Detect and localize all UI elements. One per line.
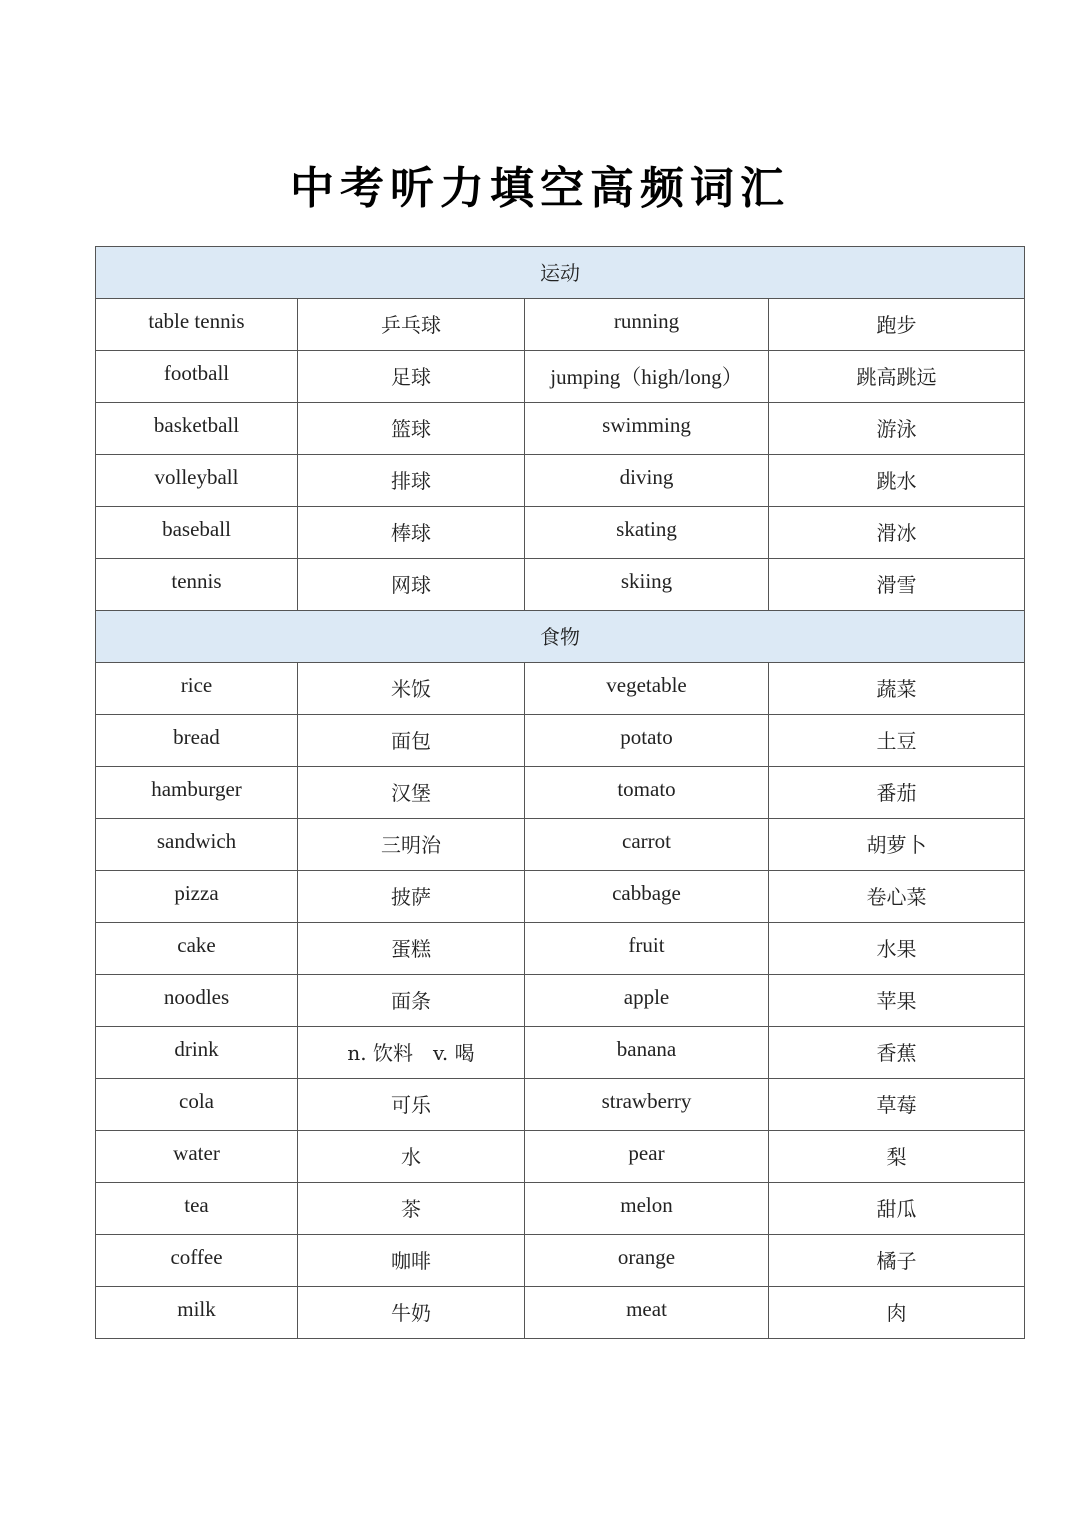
- english-word-cell: banana: [525, 1027, 769, 1079]
- english-word-cell: diving: [525, 455, 769, 507]
- chinese-meaning-cell: 游泳: [769, 403, 1025, 455]
- table-row: [96, 559, 1025, 611]
- english-word-cell: swimming: [525, 403, 769, 455]
- table-row: [96, 351, 1025, 403]
- table-row: [96, 923, 1025, 975]
- table-row: [96, 1079, 1025, 1131]
- chinese-meaning-cell: 苹果: [769, 975, 1025, 1027]
- table-row: [96, 455, 1025, 507]
- chinese-meaning-cell: 面包: [298, 715, 525, 767]
- chinese-meaning-cell: 披萨: [298, 871, 525, 923]
- english-word-cell: running: [525, 299, 769, 351]
- chinese-meaning-cell: 米饭: [298, 663, 525, 715]
- english-word-cell: skating: [525, 507, 769, 559]
- chinese-meaning-cell: 滑冰: [769, 507, 1025, 559]
- english-word-cell: baseball: [96, 507, 298, 559]
- chinese-meaning-cell: 咖啡: [298, 1235, 525, 1287]
- chinese-meaning-cell: 水: [298, 1131, 525, 1183]
- chinese-meaning-cell: 橘子: [769, 1235, 1025, 1287]
- chinese-meaning-cell: 乒乓球: [298, 299, 525, 351]
- table-row: [96, 663, 1025, 715]
- english-word-cell: volleyball: [96, 455, 298, 507]
- english-word-cell: jumping（high/long）: [525, 351, 769, 403]
- chinese-meaning-cell: 汉堡: [298, 767, 525, 819]
- chinese-meaning-cell: 香蕉: [769, 1027, 1025, 1079]
- english-word-cell: meat: [525, 1287, 769, 1339]
- english-word-cell: tomato: [525, 767, 769, 819]
- page-title: 中考听力填空高频词汇: [290, 163, 790, 214]
- english-word-cell: football: [96, 351, 298, 403]
- english-word-cell: vegetable: [525, 663, 769, 715]
- english-word-cell: rice: [96, 663, 298, 715]
- english-word-cell: coffee: [96, 1235, 298, 1287]
- chinese-meaning-cell: 网球: [298, 559, 525, 611]
- table-row: [96, 819, 1025, 871]
- chinese-meaning-cell: 足球: [298, 351, 525, 403]
- table-row: [96, 299, 1025, 351]
- english-word-cell: water: [96, 1131, 298, 1183]
- english-word-cell: hamburger: [96, 767, 298, 819]
- section-header: 食物: [96, 611, 1025, 663]
- vocabulary-table-body: [96, 247, 1025, 1339]
- chinese-meaning-cell: 蔬菜: [769, 663, 1025, 715]
- table-row: [96, 1287, 1025, 1339]
- english-word-cell: basketball: [96, 403, 298, 455]
- table-row: [96, 871, 1025, 923]
- chinese-meaning-cell: 肉: [769, 1287, 1025, 1339]
- english-word-cell: drink: [96, 1027, 298, 1079]
- chinese-meaning-cell: 排球: [298, 455, 525, 507]
- chinese-meaning-cell: 水果: [769, 923, 1025, 975]
- table-row: [96, 403, 1025, 455]
- english-word-cell: cabbage: [525, 871, 769, 923]
- english-word-cell: potato: [525, 715, 769, 767]
- chinese-meaning-cell: 面条: [298, 975, 525, 1027]
- chinese-meaning-cell: 跳高跳远: [769, 351, 1025, 403]
- english-word-cell: strawberry: [525, 1079, 769, 1131]
- english-word-cell: pizza: [96, 871, 298, 923]
- english-word-cell: fruit: [525, 923, 769, 975]
- chinese-meaning-cell: 跳水: [769, 455, 1025, 507]
- english-word-cell: pear: [525, 1131, 769, 1183]
- english-word-cell: sandwich: [96, 819, 298, 871]
- english-word-cell: noodles: [96, 975, 298, 1027]
- table-row: [96, 1131, 1025, 1183]
- chinese-meaning-cell: 牛奶: [298, 1287, 525, 1339]
- english-word-cell: cola: [96, 1079, 298, 1131]
- chinese-meaning-cell: 三明治: [298, 819, 525, 871]
- chinese-meaning-cell: 卷心菜: [769, 871, 1025, 923]
- chinese-meaning-cell: 甜瓜: [769, 1183, 1025, 1235]
- english-word-cell: tea: [96, 1183, 298, 1235]
- english-word-cell: orange: [525, 1235, 769, 1287]
- chinese-meaning-cell: 番茄: [769, 767, 1025, 819]
- table-row: [96, 715, 1025, 767]
- table-row: [96, 1027, 1025, 1079]
- section-header-row: [96, 247, 1025, 299]
- chinese-meaning-cell: 跑步: [769, 299, 1025, 351]
- chinese-meaning-cell: 蛋糕: [298, 923, 525, 975]
- chinese-meaning-cell: n. 饮料 v. 喝: [298, 1027, 525, 1079]
- english-word-cell: tennis: [96, 559, 298, 611]
- chinese-meaning-cell: 土豆: [769, 715, 1025, 767]
- chinese-meaning-cell: 胡萝卜: [769, 819, 1025, 871]
- chinese-meaning-cell: 篮球: [298, 403, 525, 455]
- english-word-cell: cake: [96, 923, 298, 975]
- english-word-cell: melon: [525, 1183, 769, 1235]
- table-row: [96, 767, 1025, 819]
- chinese-meaning-cell: 草莓: [769, 1079, 1025, 1131]
- table-row: [96, 1183, 1025, 1235]
- section-header-row: [96, 611, 1025, 663]
- table-row: [96, 1235, 1025, 1287]
- english-word-cell: bread: [96, 715, 298, 767]
- english-word-cell: apple: [525, 975, 769, 1027]
- english-word-cell: table tennis: [96, 299, 298, 351]
- chinese-meaning-cell: 滑雪: [769, 559, 1025, 611]
- english-word-cell: skiing: [525, 559, 769, 611]
- table-row: [96, 507, 1025, 559]
- english-word-cell: carrot: [525, 819, 769, 871]
- vocabulary-table: [95, 246, 1025, 1339]
- chinese-meaning-cell: 可乐: [298, 1079, 525, 1131]
- table-row: [96, 975, 1025, 1027]
- section-header: 运动: [96, 247, 1025, 299]
- chinese-meaning-cell: 茶: [298, 1183, 525, 1235]
- english-word-cell: milk: [96, 1287, 298, 1339]
- chinese-meaning-cell: 梨: [769, 1131, 1025, 1183]
- chinese-meaning-cell: 棒球: [298, 507, 525, 559]
